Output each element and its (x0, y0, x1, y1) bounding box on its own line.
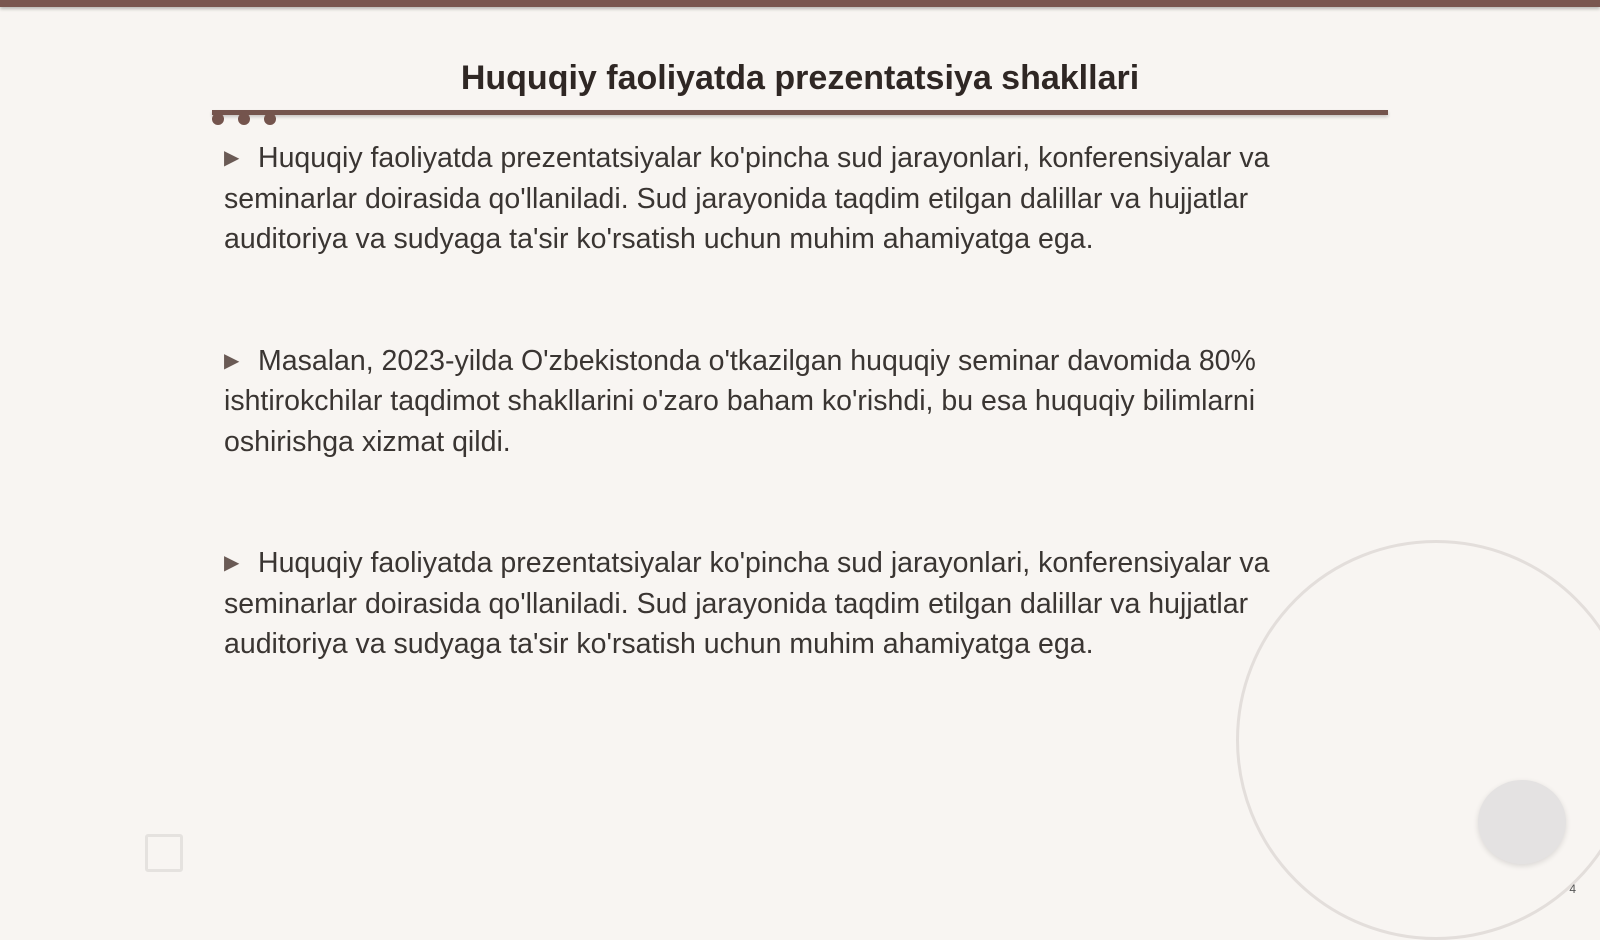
play-triangle-icon: ▶ (224, 552, 240, 574)
paragraph-text: Huquqiy faoliyatda prezentatsiyalar ko'pincha sud jarayonlari, konferensiyalar va seminarlar doirasida qo'llaniladi. Sud jarayonida taqdim etilgan dalillar va hujjatlar auditoriya va sudyaga ta'sir ko'rsatish uchun muhim ahamiyatga ega. (224, 142, 1270, 255)
title-underline (212, 110, 1388, 115)
decorative-square (145, 834, 183, 872)
play-triangle-icon: ▶ (224, 147, 240, 169)
page-number: 4 (1569, 882, 1576, 896)
decorative-blob (1478, 780, 1566, 864)
slide-body (224, 138, 1374, 746)
play-triangle-icon: ▶ (224, 349, 240, 372)
top-accent-bar (0, 0, 1600, 7)
bullet-paragraph (224, 543, 1374, 665)
decorative-dot (264, 113, 276, 125)
bullet-paragraph (224, 341, 1374, 463)
decorative-dot (238, 113, 250, 125)
bullet-paragraph (224, 138, 1374, 260)
decorative-dot (212, 113, 224, 125)
slide-title: Huquqiy faoliyatda prezentatsiya shakllari (460, 59, 1140, 97)
paragraph-text: Masalan, 2023-yilda O'zbekistonda o'tkazilgan huquqiy seminar davomida 80% ishtirokchilar taqdimot shakllarini o'zaro baham ko'rishdi, bu esa huquqiy bilimlarni oshirishga xizmat qildi. (224, 344, 1256, 458)
paragraph-text: Huquqiy faoliyatda prezentatsiyalar ko'pincha sud jarayonlari, konferensiyalar va seminarlar doirasida qo'llaniladi. Sud jarayonida taqdim etilgan dalillar va hujjatlar auditoriya va sudyaga ta'sir ko'rsatish uchun muhim ahamiyatga ega. (224, 547, 1270, 660)
